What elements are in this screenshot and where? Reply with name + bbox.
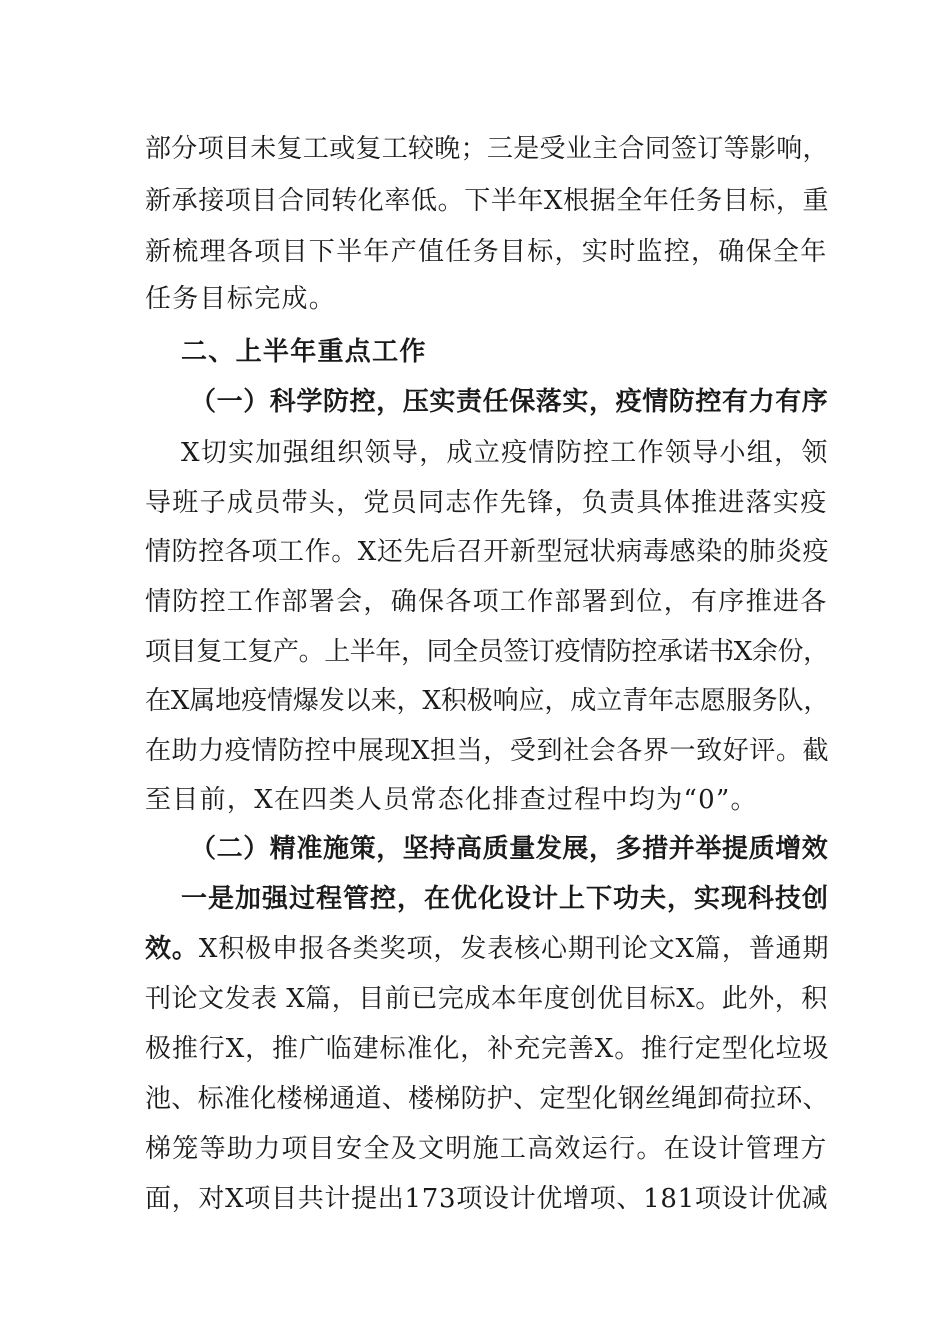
paragraph-line: 项目复工复产。上半年，同全员签订疫情防控承诺书X余份， [145,637,829,667]
paragraph-line: 在X属地疫情爆发以来，X积极响应，成立青年志愿服务队， [145,686,830,716]
paragraph-line: 新承接项目合同转化率低。下半年X根据全年任务目标，重 [145,186,830,216]
paragraph-lead-bold: 一是加强过程管控，在优化设计上下功夫，实现科技创 [181,884,830,914]
paragraph-line: 任务目标完成。 [145,284,337,314]
paragraph-line: 极推行X，推广临建标准化，补充完善X。推行定型化垃圾 [145,1034,830,1064]
paragraph-line: 梯笼等助力项目安全及文明施工高效运行。在设计管理方 [145,1134,828,1164]
lead-bold-end: 效。 [145,934,199,964]
paragraph-line: 新梳理各项目下半年产值任务目标，实时监控，确保全年 [145,237,828,267]
section-heading: 二、上半年重点工作 [181,337,427,367]
paragraph-line: 在助力疫情防控中展现X担当，受到社会各界一致好评。截 [145,736,830,766]
paragraph-line-mixed [145,933,829,965]
subsection-heading: （一）科学防控，压实责任保落实，疫情防控有力有序 [190,387,829,417]
paragraph-line: 导班子成员带头，党员同志作先锋，负责具体推进落实疫 [145,488,828,518]
paragraph-line: 情防控各项工作。X还先后召开新型冠状病毒感染的肺炎疫 [145,537,830,567]
paragraph-line: 部分项目未复工或复工较晚；三是受业主合同签订等影响， [145,134,829,164]
paragraph-line: X切实加强组织领导，成立疫情防控工作领导小组，领 [181,438,829,468]
subsection-heading: （二）精准施策，坚持高质量发展，多措并举提质增效 [190,834,829,864]
paragraph-line: 池、标准化楼梯通道、楼梯防护、定型化钢丝绳卸荷拉环、 [145,1084,829,1114]
lead-rest: X积极申报各类奖项，发表核心期刊论文X篇，普通期 [198,934,830,964]
paragraph-line: 情防控工作部署会，确保各项工作部署到位，有序推进各 [145,587,828,617]
paragraph-line: 面，对X项目共计提出173项设计优增项、181项设计优减 [145,1184,829,1214]
paragraph-line: 刊论文发表 X篇，目前已完成本年度创优目标X。此外，积 [145,984,828,1014]
paragraph-line: 至目前，X在四类人员常态化排查过程中均为“0”。 [145,785,758,815]
